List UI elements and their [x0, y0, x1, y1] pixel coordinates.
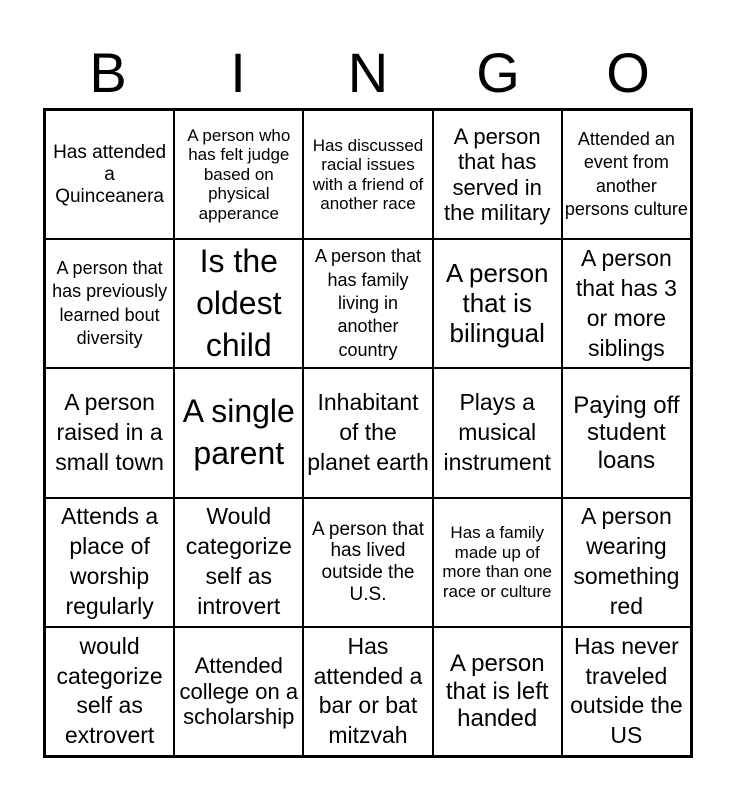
- bingo-cell-r3c3[interactable]: Inhabitant of the planet earth: [303, 368, 432, 497]
- bingo-cell-r5c4[interactable]: A person that is left handed: [433, 627, 562, 756]
- bingo-cell-r2c3[interactable]: A person that has family living in another country: [303, 239, 432, 368]
- bingo-cell-r5c2[interactable]: Attended college on a scholarship: [174, 627, 303, 756]
- bingo-cell-r3c5[interactable]: Paying off student loans: [562, 368, 691, 497]
- bingo-cell-r5c3[interactable]: Has attended a bar or bat mitzvah: [303, 627, 432, 756]
- bingo-cell-r2c5[interactable]: A person that has 3 or more siblings: [562, 239, 691, 368]
- bingo-cell-r4c3[interactable]: A person that has lived outside the U.S.: [303, 498, 432, 627]
- bingo-cell-r3c2[interactable]: A single parent: [174, 368, 303, 497]
- bingo-cell-r1c3[interactable]: Has discussed racial issues with a friend of another race: [303, 110, 432, 239]
- bingo-cell-r1c2[interactable]: A person who has felt judge based on physical apperance: [174, 110, 303, 239]
- bingo-cell-r5c1[interactable]: would categorize self as extrovert: [45, 627, 174, 756]
- header-letter-i: I: [230, 41, 246, 104]
- bingo-cell-r1c5[interactable]: Attended an event from another persons culture: [562, 110, 691, 239]
- bingo-card: [43, 108, 693, 758]
- bingo-cell-r3c1[interactable]: A person raised in a small town: [45, 368, 174, 497]
- bingo-cell-r2c4[interactable]: A person that is bilingual: [433, 239, 562, 368]
- bingo-cell-r1c4[interactable]: A person that has served in the military: [433, 110, 562, 239]
- header-letter-g: G: [476, 41, 520, 104]
- bingo-cell-r4c2[interactable]: Would categorize self as introvert: [174, 498, 303, 627]
- bingo-header: [43, 40, 693, 106]
- bingo-cell-r4c1[interactable]: Attends a place of worship regularly: [45, 498, 174, 627]
- bingo-cell-r5c5[interactable]: Has never traveled outside the US: [562, 627, 691, 756]
- header-letter-o: O: [606, 41, 650, 104]
- bingo-cell-r2c1[interactable]: A person that has previously learned bout diversity: [45, 239, 174, 368]
- bingo-cell-r1c1[interactable]: Has attended a Quinceanera: [45, 110, 174, 239]
- bingo-cell-r4c4[interactable]: Has a family made up of more than one race or culture: [433, 498, 562, 627]
- bingo-cell-r4c5[interactable]: A person wearing something red: [562, 498, 691, 627]
- bingo-cell-r3c4[interactable]: Plays a musical instrument: [433, 368, 562, 497]
- bingo-cell-r2c2[interactable]: Is the oldest child: [174, 239, 303, 368]
- header-letter-n: N: [347, 41, 389, 104]
- header-letter-b: B: [89, 41, 127, 104]
